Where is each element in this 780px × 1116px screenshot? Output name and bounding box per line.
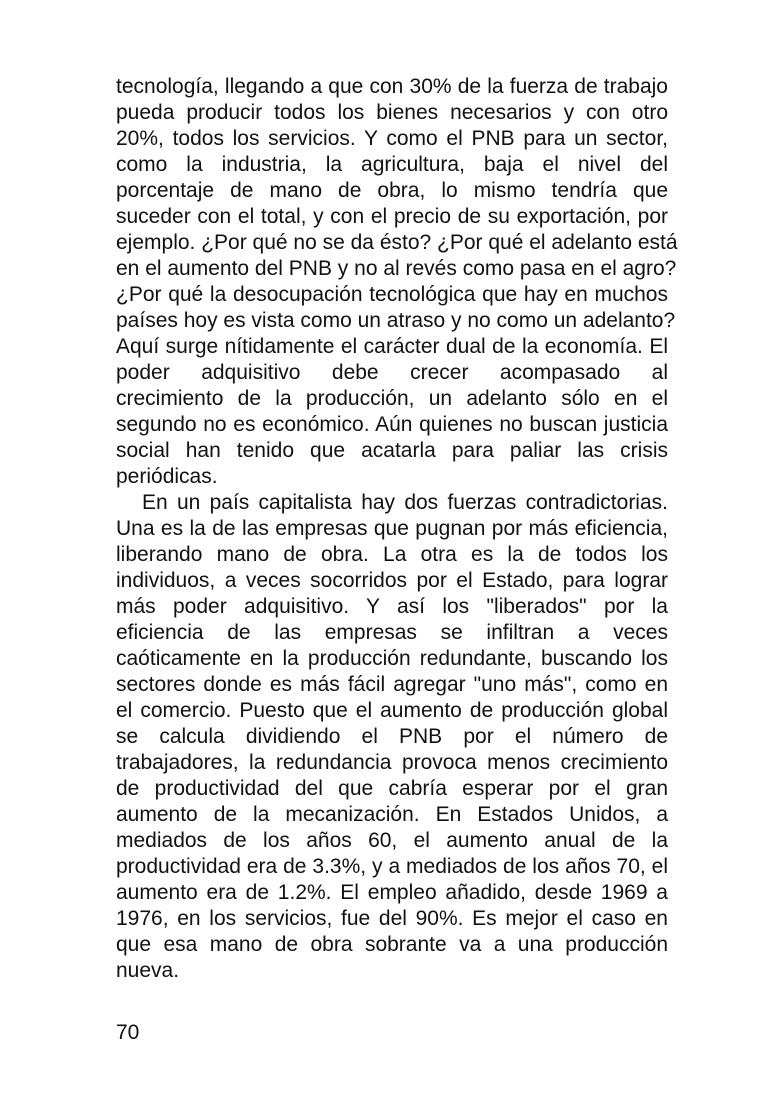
text-line: 1976, en los servicios, fue del 90%. Es mejor el caso en	[116, 907, 668, 930]
text-line: aumento de la mecanización. En Estados Unidos, a	[116, 803, 668, 826]
text-line: eficiencia de las empresas se infiltran a veces	[116, 621, 668, 644]
text-line: en el aumento del PNB y no al revés como pasa en el agro?	[116, 257, 677, 280]
text-line: ¿Por qué la desocupación tecnológica que hay en muchos	[116, 283, 668, 306]
text-line: caóticamente en la producción redundante, buscando los	[116, 647, 668, 670]
text-line: poder adquisitivo debe crecer acompasado al	[116, 361, 668, 384]
text-line: que esa mano de obra sobrante va a una producción	[116, 933, 668, 956]
text-line: crecimiento de la producción, un adelanto sólo en el	[116, 387, 668, 410]
text-line: segundo no es económico. Aún quienes no buscan justicia	[116, 413, 668, 436]
text-line: mediados de los años 60, el aumento anual de la	[116, 829, 668, 852]
text-line: productividad era de 3.3%, y a mediados de los años 70, el	[116, 855, 668, 878]
text-line: de productividad del que cabría esperar por el gran	[116, 777, 668, 800]
text-line: pueda producir todos los bienes necesarios y con otro	[116, 101, 668, 124]
paragraph-start-line: En un país capitalista hay dos fuerzas contradictorias.	[142, 491, 668, 514]
text-line: sectores donde es más fácil agregar "uno más", como en	[116, 673, 668, 696]
text-line: como la industria, la agricultura, baja el nivel del	[116, 153, 668, 176]
text-line: porcentaje de mano de obra, lo mismo tendría que	[116, 179, 668, 202]
text-line: aumento era de 1.2%. El empleo añadido, desde 1969 a	[116, 881, 668, 904]
text-line: el comercio. Puesto que el aumento de producción global	[116, 699, 668, 722]
text-line: tecnología, llegando a que con 30% de la fuerza de trabajo	[116, 75, 668, 98]
text-line: Aquí surge nítidamente el carácter dual de la economía. El	[116, 335, 668, 358]
text-line: se calcula dividiendo el PNB por el número de	[116, 725, 668, 748]
text-line: trabajadores, la redundancia provoca menos crecimiento	[116, 751, 668, 774]
page-number: 70	[116, 1021, 140, 1044]
body-text	[116, 74, 678, 984]
text-line: social han tenido que acatarla para paliar las crisis	[116, 439, 668, 462]
paragraph-end-line: nueva.	[116, 959, 180, 982]
text-line: más poder adquisitivo. Y así los "liberados" por la	[116, 595, 668, 618]
text-line: individuos, a veces socorridos por el Estado, para lograr	[116, 569, 668, 592]
text-line: Una es la de las empresas que pugnan por más eficiencia,	[116, 517, 668, 540]
text-line: ejemplo. ¿Por qué no se da ésto? ¿Por qué el adelanto está	[116, 231, 678, 254]
text-line: 20%, todos los servicios. Y como el PNB para un sector,	[116, 127, 668, 150]
text-line: suceder con el total, y con el precio de su exportación, por	[116, 205, 668, 228]
text-line: países hoy es vista como un atraso y no como un adelanto?	[116, 309, 676, 332]
paragraph-end-line: periódicas.	[116, 465, 218, 488]
text-line: liberando mano de obra. La otra es la de todos los	[116, 543, 668, 566]
